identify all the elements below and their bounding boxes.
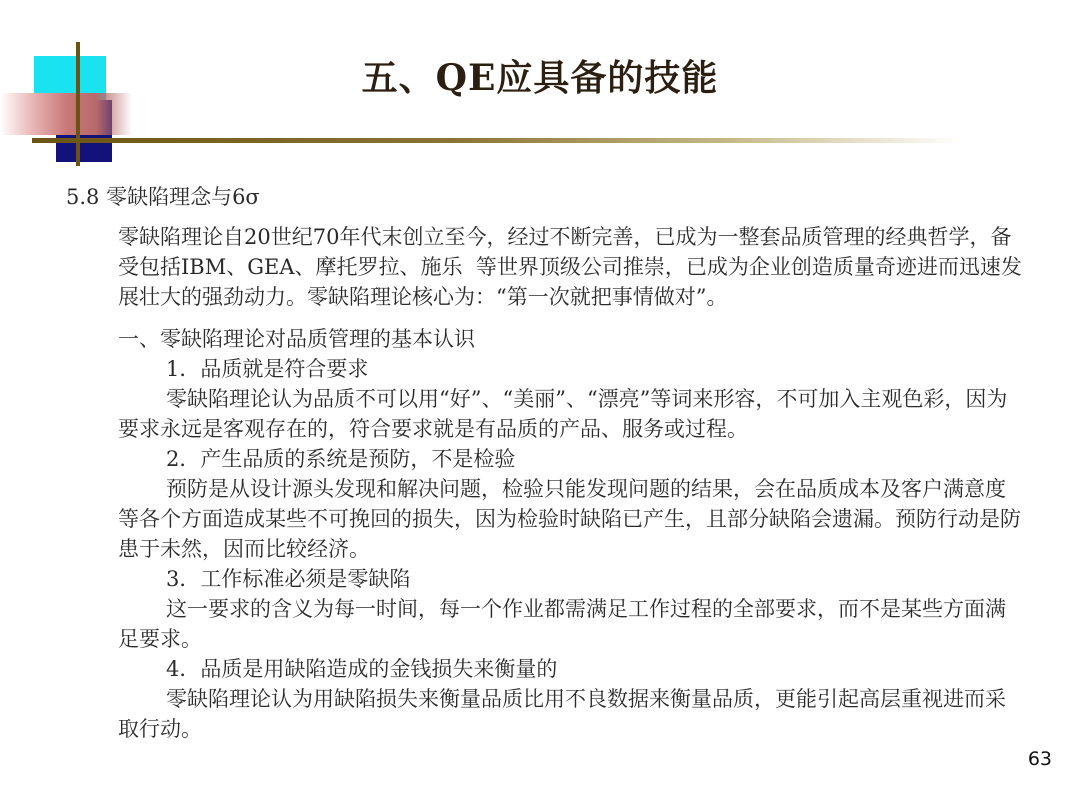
item-body: 零缺陷理论认为品质不可以用“好”、“美丽”、“漂亮”等词来形容，不可加入主观色彩，因为要求永远是客观存在的，符合要求就是有品质的产品、服务或过程。 [118,387,1008,441]
section-heading: 5.8 零缺陷理念与6σ [66,185,260,209]
title-underline [32,138,962,143]
item-heading: 3．工作标准必须是零缺陷 [166,567,411,591]
item-body: 预防是从设计源头发现和解决问题，检验只能发现问题的结果，会在品质成本及客户满意度等各个方面造成某些不可挽回的损失，因为检验时缺陷已产生，且部分缺陷会遗漏。预防行动是防患于未然，因而比较经济。 [118,477,1021,561]
item-heading: 2．产生品质的系统是预防，不是检验 [166,447,516,471]
slide-title: 五、QE应具备的技能 [361,57,719,99]
page-number: 63 [1027,748,1052,770]
subheading: 一、零缺陷理论对品质管理的基本认识 [118,327,475,351]
slide-content [66,182,1026,744]
intro-paragraph: 零缺陷理论自20世纪70年代末创立至今，经过不断完善，已成为一整套品质管理的经典哲学，备受包括IBM、GEA、摩托罗拉、施乐 等世界顶级公司推崇，已成为企业创造质量奇迹进而迅速发展壮大的强劲动力。零缺陷理论核心为：“第一次就把事情做对”。 [118,225,1022,309]
item-body: 这一要求的含义为每一时间，每一个作业都需满足工作过程的全部要求，而不是某些方面满足要求。 [118,597,1006,651]
item-heading: 1．品质就是符合要求 [166,357,369,381]
item-heading: 4．品质是用缺陷造成的金钱损失来衡量的 [166,657,558,681]
item-body: 零缺陷理论认为用缺陷损失来衡量品质比用不良数据来衡量品质，更能引起高层重视进而采取行动。 [118,687,1006,741]
